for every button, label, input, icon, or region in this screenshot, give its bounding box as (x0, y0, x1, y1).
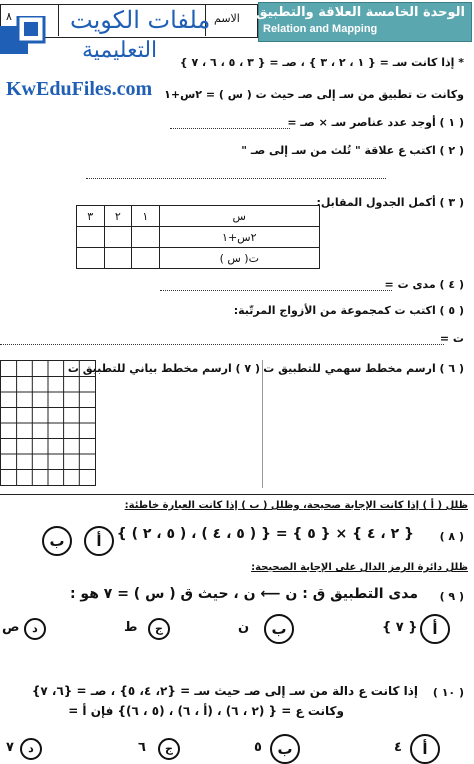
question-1: ( ١ ) أوجد عدد عناصر سـ × صـ = (287, 116, 464, 129)
answer-line-1[interactable] (170, 128, 290, 129)
intro-line-1: * إذا كانت سـ = { ١ ، ٢ ، ٣ } ، صـ = { ٣ ، ٥ ، ٦ ، ٧ } (179, 56, 464, 69)
unit-title-ar: الوحدة الخامسة العلاقة والتطبيق (255, 5, 465, 20)
table-cell-input[interactable] (104, 227, 132, 248)
answer-line-4[interactable] (160, 290, 392, 291)
name-label: الاسم (214, 12, 240, 25)
question-8-text: { ٢ ، ٤ } × { ٥ } = { ( ٥ ، ٤ ) ، ( ٥ ، ٢ ) } (116, 526, 414, 542)
q10-option-a-text: ٤ (394, 740, 402, 755)
table-cell-input[interactable] (132, 227, 160, 248)
tf-instruction: ظلل ( أ ) إذا كانت الإجابة صحيحة، وظلل ( ب ) إذا كانت العبارة خاطئة: (124, 500, 468, 511)
question-2: ( ٢ ) اكتب ع علاقة " تُلث من سـ إلى صـ " (241, 144, 464, 157)
table-cell: ت( س ) (159, 248, 319, 269)
option-b-circle[interactable]: ب (42, 526, 72, 556)
section-divider (262, 360, 263, 488)
number-label: ٨ (6, 10, 12, 23)
question-5: ( ٥ ) اكتب ت كمجموعة من الأزواج المرتّبة: (233, 304, 464, 317)
q10-option-b-text: ٥ (254, 740, 262, 755)
q10-option-a[interactable]: أ (410, 734, 440, 764)
question-5-answer-label: ت = (439, 332, 464, 345)
table-cell: ١ (132, 206, 160, 227)
graph-grid[interactable] (0, 360, 96, 486)
table-row (77, 227, 320, 248)
question-10-number: ( ١٠ ) (432, 686, 464, 699)
table-cell: س (159, 206, 319, 227)
question-10-line-1: إذا كانت ع دالة من سـ إلى صـ حيث سـ = {٢، ٤، ٥} ، صـ = {٦، ٧} (31, 684, 418, 698)
question-7: ( ٧ ) ارسم مخطط بياني للتطبيق ت (67, 362, 260, 375)
kuwait-logo-icon (0, 16, 50, 62)
intro-line-2: وكانت ت تطبيق من سـ إلى صـ حيث ت ( س ) = ٢س+١ (164, 88, 464, 101)
q10-option-c-text: ٦ (138, 740, 146, 755)
q9-option-d[interactable]: د (24, 618, 46, 640)
table-cell: ٢ (104, 206, 132, 227)
table-cell: ٣ (77, 206, 105, 227)
q10-option-d[interactable]: د (20, 738, 42, 760)
table-cell-input[interactable] (104, 248, 132, 269)
watermark-site[interactable]: KwEduFiles.com (6, 78, 153, 100)
question-9-number: ( ٩ ) (439, 590, 464, 603)
table-cell-input[interactable] (132, 248, 160, 269)
answer-line-5[interactable] (0, 344, 444, 345)
watermark-subtitle: التعليمية (82, 38, 158, 63)
q10-option-b[interactable]: ب (270, 734, 300, 764)
table-cell-input[interactable] (77, 248, 105, 269)
table-row (77, 206, 320, 227)
values-table (76, 205, 320, 269)
section-separator (0, 494, 474, 495)
question-9-text: مدى التطبيق ق : ن ⟵ ن ، حيث ق ( س ) = ٧ هو : (69, 586, 418, 602)
question-8-number: ( ٨ ) (439, 530, 464, 543)
q10-option-c[interactable]: ج (158, 738, 180, 760)
unit-banner (255, 2, 472, 42)
option-a-circle[interactable]: أ (84, 526, 114, 556)
q9-option-d-text: ص (2, 620, 20, 635)
q9-option-c-text: ط (124, 620, 138, 635)
watermark-title: ملفات الكويت (70, 6, 211, 34)
q9-option-a[interactable]: أ (420, 614, 450, 644)
table-cell-input[interactable] (77, 227, 105, 248)
question-6: ( ٦ ) ارسم مخطط سهمي للتطبيق ت (263, 362, 464, 375)
question-10-line-2: وكانت ع = { (٢ ، ٦) ، (أ ، ٦) ، (٥ ، ٦)} فإن أ = (68, 704, 344, 718)
q9-option-b-text: ن (238, 620, 250, 635)
name-box-divider (58, 4, 59, 36)
q9-option-a-text: { ٧ } (382, 620, 418, 635)
question-3: ( ٣ ) أكمل الجدول المقابل: (316, 196, 464, 209)
table-row (77, 248, 320, 269)
question-4: ( ٤ ) مدى ت = (384, 278, 464, 291)
mcq-instruction: ظلل دائرة الرمز الدال على الإجابة الصحيحة: (251, 562, 468, 573)
unit-title-en: Relation and Mapping (263, 23, 378, 35)
answer-line-2[interactable] (86, 178, 386, 179)
table-cell: ٢س+١ (159, 227, 319, 248)
q10-option-d-text: ٧ (6, 740, 14, 755)
q9-option-b[interactable]: ب (264, 614, 294, 644)
q9-option-c[interactable]: ج (148, 618, 170, 640)
